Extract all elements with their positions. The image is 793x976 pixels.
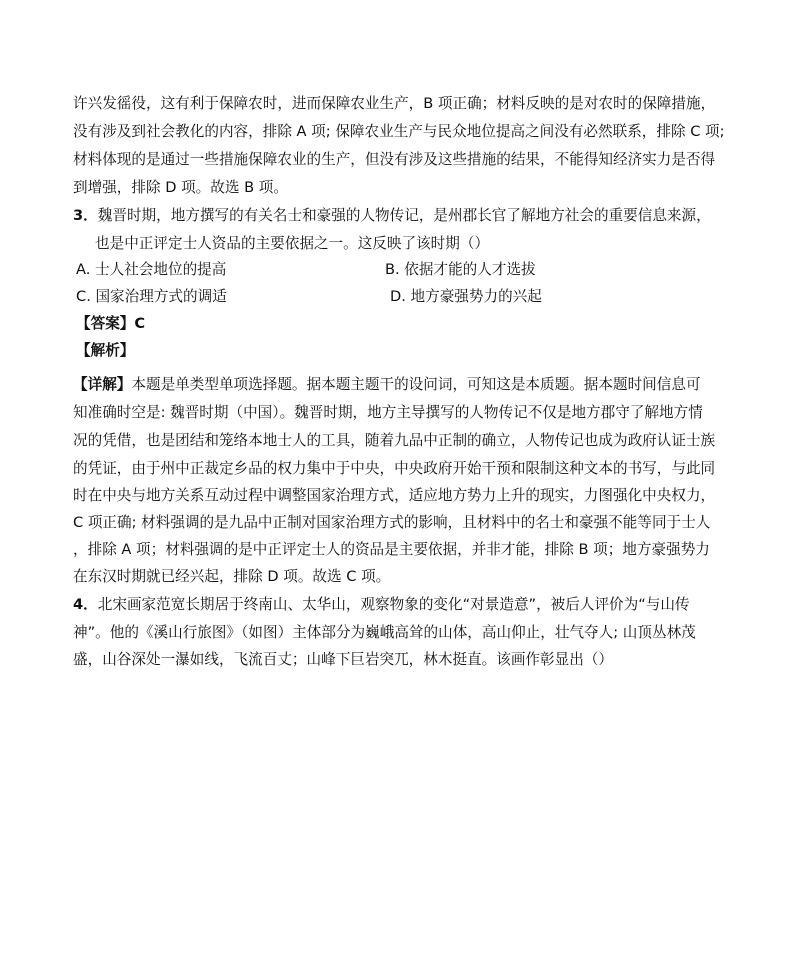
q3-detail-line-1: [73, 375, 701, 395]
q4-stem-line-1: [73, 595, 690, 615]
q3-answer: [76, 314, 145, 334]
prev-explanation-line-1: 许兴发徭役，这有利于保障农时，进而保障农业生产，B 项正确；材料反映的是对农时的保障措施，: [73, 95, 716, 112]
answer-tag: 【答案】: [76, 315, 135, 332]
q3-detail-line-2: 知准确时空是: 魏晋时期（中国）。魏晋时期，地方主导撰写的人物传记不仅是地方郡守了解地方情: [73, 404, 703, 421]
q3-stem-text-1: 魏晋时期，地方撰写的有关名士和豪强的人物传记，是州郡长官了解地方社会的重要信息来源，: [97, 207, 711, 224]
q3-detail-line-4: 的凭证，由于州中正裁定乡品的权力集中于中央，中央政府开始干预和限制这种文本的书写，与此同: [73, 460, 716, 477]
q4-stem-line-2: 神”。他的《溪山行旅图》（如图）主体部分为巍峨高耸的山体，高山仰止，壮气夺人; 山顶丛林茂: [73, 624, 696, 641]
q4-stem-text-1: 北宋画家范宽长期居于终南山、太华山，观察物象的变化“对景造意”，被后人评价为“与山传: [97, 596, 690, 613]
prev-explanation-line-2: 没有涉及到社会教化的内容，排除 A 项; 保障农业生产与民众地位提高之间没有必然联系，排除 C 项;: [73, 123, 725, 140]
q3-detail-line-7: ，排除 A 项；材料强调的是中正评定士人的资品是主要依据，并非才能，排除 B 项；地方豪强势力: [73, 541, 710, 558]
prev-explanation-line-3: 材料体现的是通过一些措施保障农业的生产，但没有涉及这些措施的结果，不能得知经济实力是否得: [73, 151, 716, 168]
detail-tag: 【详解】: [73, 376, 132, 393]
q3-stem-line-2: 也是中正评定士人资品的主要依据之一。这反映了该时期（）: [95, 235, 490, 252]
analysis-tag: 【解析】: [76, 342, 135, 359]
q3-detail-text-1: 本题是单类型单项选择题。据本题主题干的设问词，可知这是本质题。据本题时间信息可: [131, 376, 701, 393]
q3-option-c: C. 国家治理方式的调适: [76, 288, 227, 305]
q3-detail-line-6: C 项正确; 材料强调的是九品中正制对国家治理方式的影响，且材料中的名士和豪强不能等同于士人: [73, 514, 711, 531]
q3-detail-line-5: 时在中央与地方关系互动过程中调整国家治理方式，适应地方势力上升的现实，力图强化中央权力，: [73, 487, 716, 504]
answer-value: C: [134, 315, 146, 332]
q3-option-a: A. 士人社会地位的提高: [76, 261, 227, 278]
q3-number: 3．: [73, 207, 98, 224]
q3-detail-line-8: 在东汉时期就已经兴起，排除 D 项。故选 C 项。: [73, 568, 391, 585]
prev-explanation-line-4: 到增强，排除 D 项。故选 B 项。: [73, 179, 288, 196]
q3-option-b: B. 依据才能的人才选拔: [385, 261, 536, 278]
q3-option-d: D. 地方豪强势力的兴起: [390, 288, 542, 305]
q3-stem-line-1: [73, 206, 711, 226]
q4-number: 4．: [73, 596, 98, 613]
q3-detail-line-3: 况的凭借，也是团结和笼络本地士人的工具，随着九品中正制的确立，人物传记也成为政府认证士族: [73, 432, 716, 449]
q4-stem-line-3: 盛，山谷深处一瀑如线，飞流百丈；山峰下巨岩突兀，林木挺直。该画作彰显出（）: [73, 651, 613, 668]
